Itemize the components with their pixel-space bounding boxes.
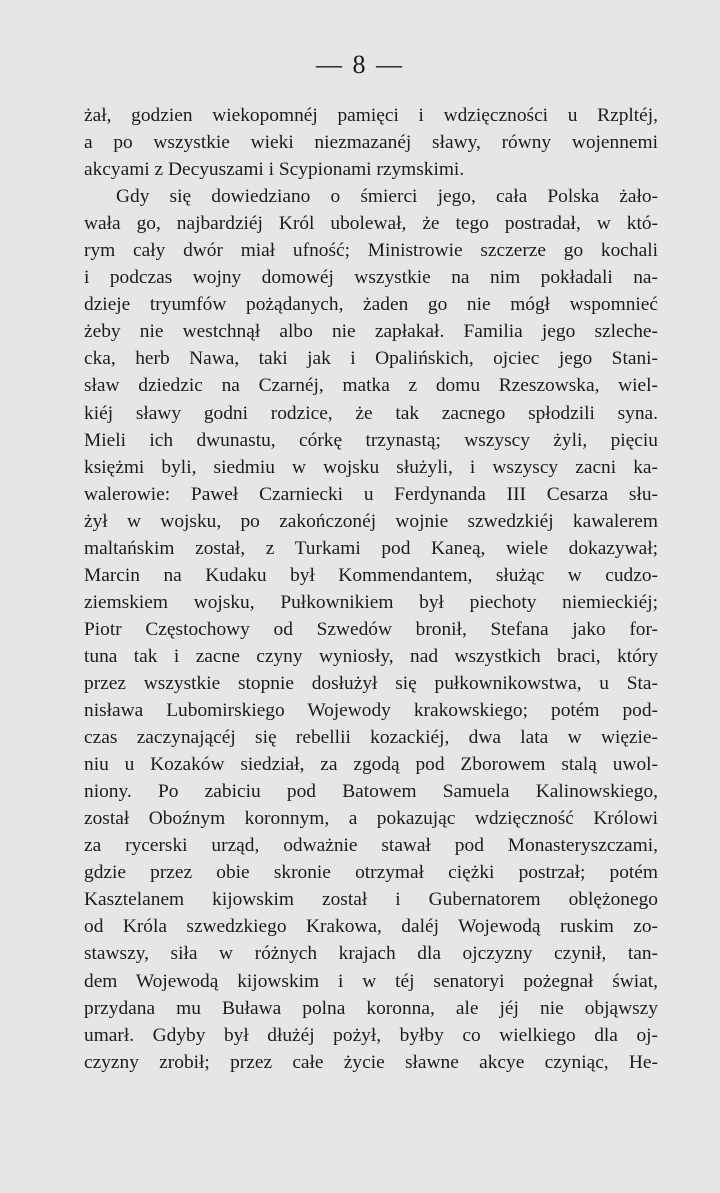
text-line: maltańskim został, z Turkami pod Kaneą, wiele dokazywał; [84,537,658,559]
text-line: Piotr Częstochowy od Szwedów bronił, Stefana jako for- [84,618,658,640]
body-text [84,102,658,1076]
text-line: czyzny zrobił; przez całe życie sławne akcye czyniąc, He- [84,1051,658,1073]
text-line: czas zaczynającéj się rebellii kozackiéj, dwa lata w więzie- [84,727,658,749]
text-line: Kasztelanem kijowskim został i Gubernatorem oblężonego [84,889,658,911]
text-line: Gdy się dowiedziano o śmierci jego, cała Polska żało- [116,186,658,208]
text-line: cka, herb Nawa, taki jak i Opalińskich, ojciec jego Stani- [84,348,658,370]
text-line: umarł. Gdyby był dłużéj pożył, byłby co wielkiego dla oj- [84,1024,658,1046]
text-line: wała go, najbardziéj Król ubolewał, że tego postradał, w któ- [84,213,658,235]
text-line: przydana mu Buława polna koronna, ale jéj nie objąwszy [84,997,658,1019]
text-line: gdzie przez obie skronie otrzymał ciężki postrzał; potém [84,862,658,884]
text-line: niu u Kozaków siedział, za zgodą pod Zborowem stalą uwol- [84,754,658,776]
text-line: tuna tak i zacne czyny wyniosły, nad wszystkich braci, który [84,645,658,667]
text-line: Marcin na Kudaku był Kommendantem, służąc w cudzo- [84,564,658,586]
text-line: żał, godzien wiekopomnéj pamięci i wdzięczności u Rzpltéj, [84,105,658,126]
text-line: akcyami z Decyuszami i Scypionami rzymskimi. [84,159,465,181]
text-line: ziemskiem wojsku, Pułkownikiem był piechoty niemieckiéj; [84,591,658,613]
text-line: dzieje tryumfów pożądanych, żaden go nie mógł wspomnieć [84,294,658,316]
text-line: rym cały dwór miał ufność; Ministrowie szczerze go kochali [84,240,658,262]
text-line: żył w wojsku, po zakończonéj wojnie szwedzkiéj kawalerem [84,510,658,532]
text-line: został Oboźnym koronnym, a pokazując wdzięczność Królowi [84,808,658,830]
text-line: dem Wojewodą kijowskim i w téj senatoryi pożegnał świat, [84,970,658,992]
text-line: niony. Po zabiciu pod Batowem Samuela Kalinowskiego, [84,781,658,803]
page-number: — 8 — [316,50,404,79]
text-line: księżmi byli, siedmiu w wojsku służyli, i wszyscy zacni ka- [84,456,658,478]
text-line: za rycerski urząd, odważnie stawał pod Monasteryszczami, [84,835,658,857]
text-line: nisława Lubomirskiego Wojewody krakowskiego; potém pod- [84,700,658,722]
text-line: stawszy, siła w różnych krajach dla ojczyzny czynił, tan- [84,943,658,965]
text-line: walerowie: Paweł Czarniecki u Ferdynanda III Cesarza słu- [84,483,658,505]
text-line: kiéj sławy godni rodzice, że tak zacnego spłodzili syna. [84,402,658,424]
text-line: Mieli ich dwunastu, córkę trzynastą; wszyscy żyli, pięciu [84,429,658,451]
text-line: sław dziedzic na Czarnéj, matka z domu Rzeszowska, wiel- [84,375,658,397]
text-line: od Króla szwedzkiego Krakowa, daléj Wojewodą ruskim zo- [84,916,658,938]
text-line: a po wszystkie wieki niezmazanéj sławy, równy wojennemi [84,132,658,154]
text-line: i podczas wojny domowéj wszystkie na nim pokładali na- [84,267,658,289]
text-line: żeby nie westchnął albo nie zapłakał. Familia jego szleche- [84,321,658,343]
text-line: przez wszystkie stopnie dosłużył się pułkownikowstwa, u Sta- [84,672,658,694]
